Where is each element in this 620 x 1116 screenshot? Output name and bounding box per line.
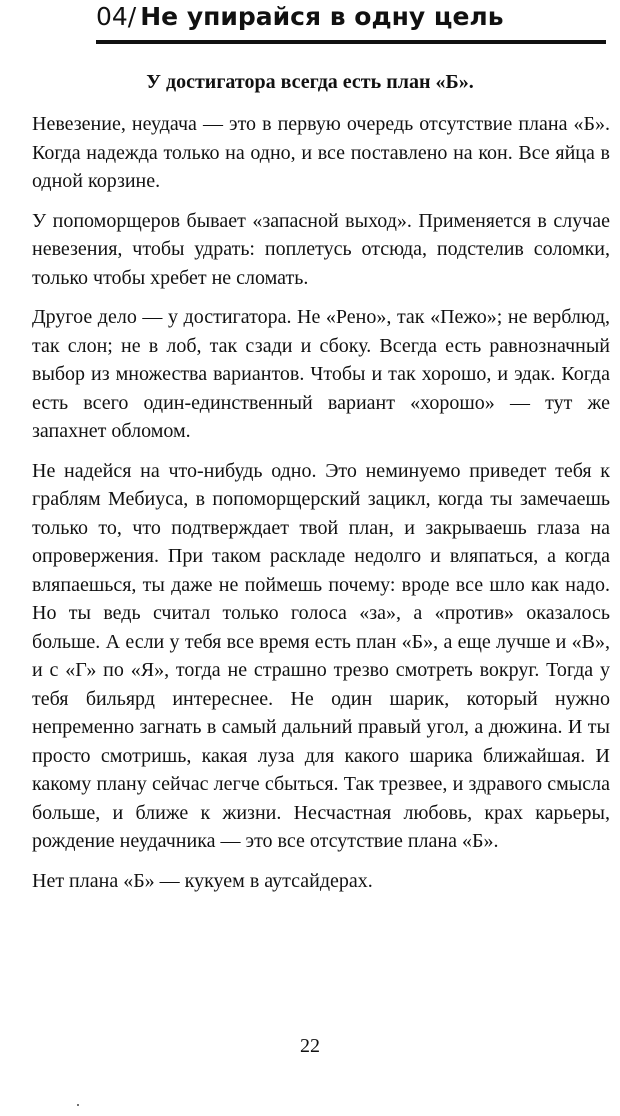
chapter-title: Не упирайся в одну цель: [140, 2, 504, 31]
scan-speck: [77, 1104, 79, 1106]
page-number: 22: [300, 1035, 320, 1057]
paragraph-2: У попоморщеров бывает «запасной выход». Применяется в случае невезения, чтобы удрать: поплетусь отсюда, подстелив соломки, только чтобы хребет не сломать.: [32, 209, 610, 289]
chapter-header: [96, 0, 606, 44]
paragraph-3: Другое дело — у достигатора. Не «Рено», так «Пежо»; не верблюд, так слон; не в лоб, так сзади и сбоку. Всегда есть равнозначный выбор из множества вариантов. Чтобы и так хорошо, и эдак. Когда есть всего один-единственный вариант «хорошо» — тут же запахнет обломом.: [32, 306, 610, 442]
body-text: [32, 110, 610, 906]
chapter-number: 04/: [96, 2, 137, 31]
paragraph-5: Нет плана «Б» — кукуем в аутсайдерах.: [32, 869, 373, 892]
section-subtitle: У достигатора всегда есть план «Б».: [146, 71, 474, 93]
paragraph-1: Невезение, неудача — это в первую очередь отсутствие плана «Б». Когда надежда только на одно, и все поставлено на кон. Все яйца в одной корзине.: [32, 113, 610, 192]
paragraph-4: Не надейся на что-нибудь одно. Это неминуемо приведет тебя к граблям Мебиуса, в попоморщерский зацикл, когда ты замечаешь только то, что подтверждает твой план, и закрываешь глаза на опровержения. При таком раскладе недолго и вляпаться, а когда вляпаешься, ты даже не поймешь почему: вроде все шло как надо. Но ты ведь считал только голоса «за», а «против» оказалось больше. А если у тебя все время есть план «Б», а еще лучше и «В», и с «Г» по «Я», тогда не страшно трезво смотреть вокруг. Тогда у тебя бильярд интереснее. Не один шарик, который нужно непременно загнать в самый дальний правый угол, а дюжина. И ты просто смотришь, какая луза для какого шарика ближайшая. И какому плану сейчас легче сбыться. Так трезвее, и здравого смысла больше, и ближе к жизни. Несчастная любовь, крах карьеры, рождение неудачника — это все отсутствие плана «Б».: [32, 459, 610, 852]
